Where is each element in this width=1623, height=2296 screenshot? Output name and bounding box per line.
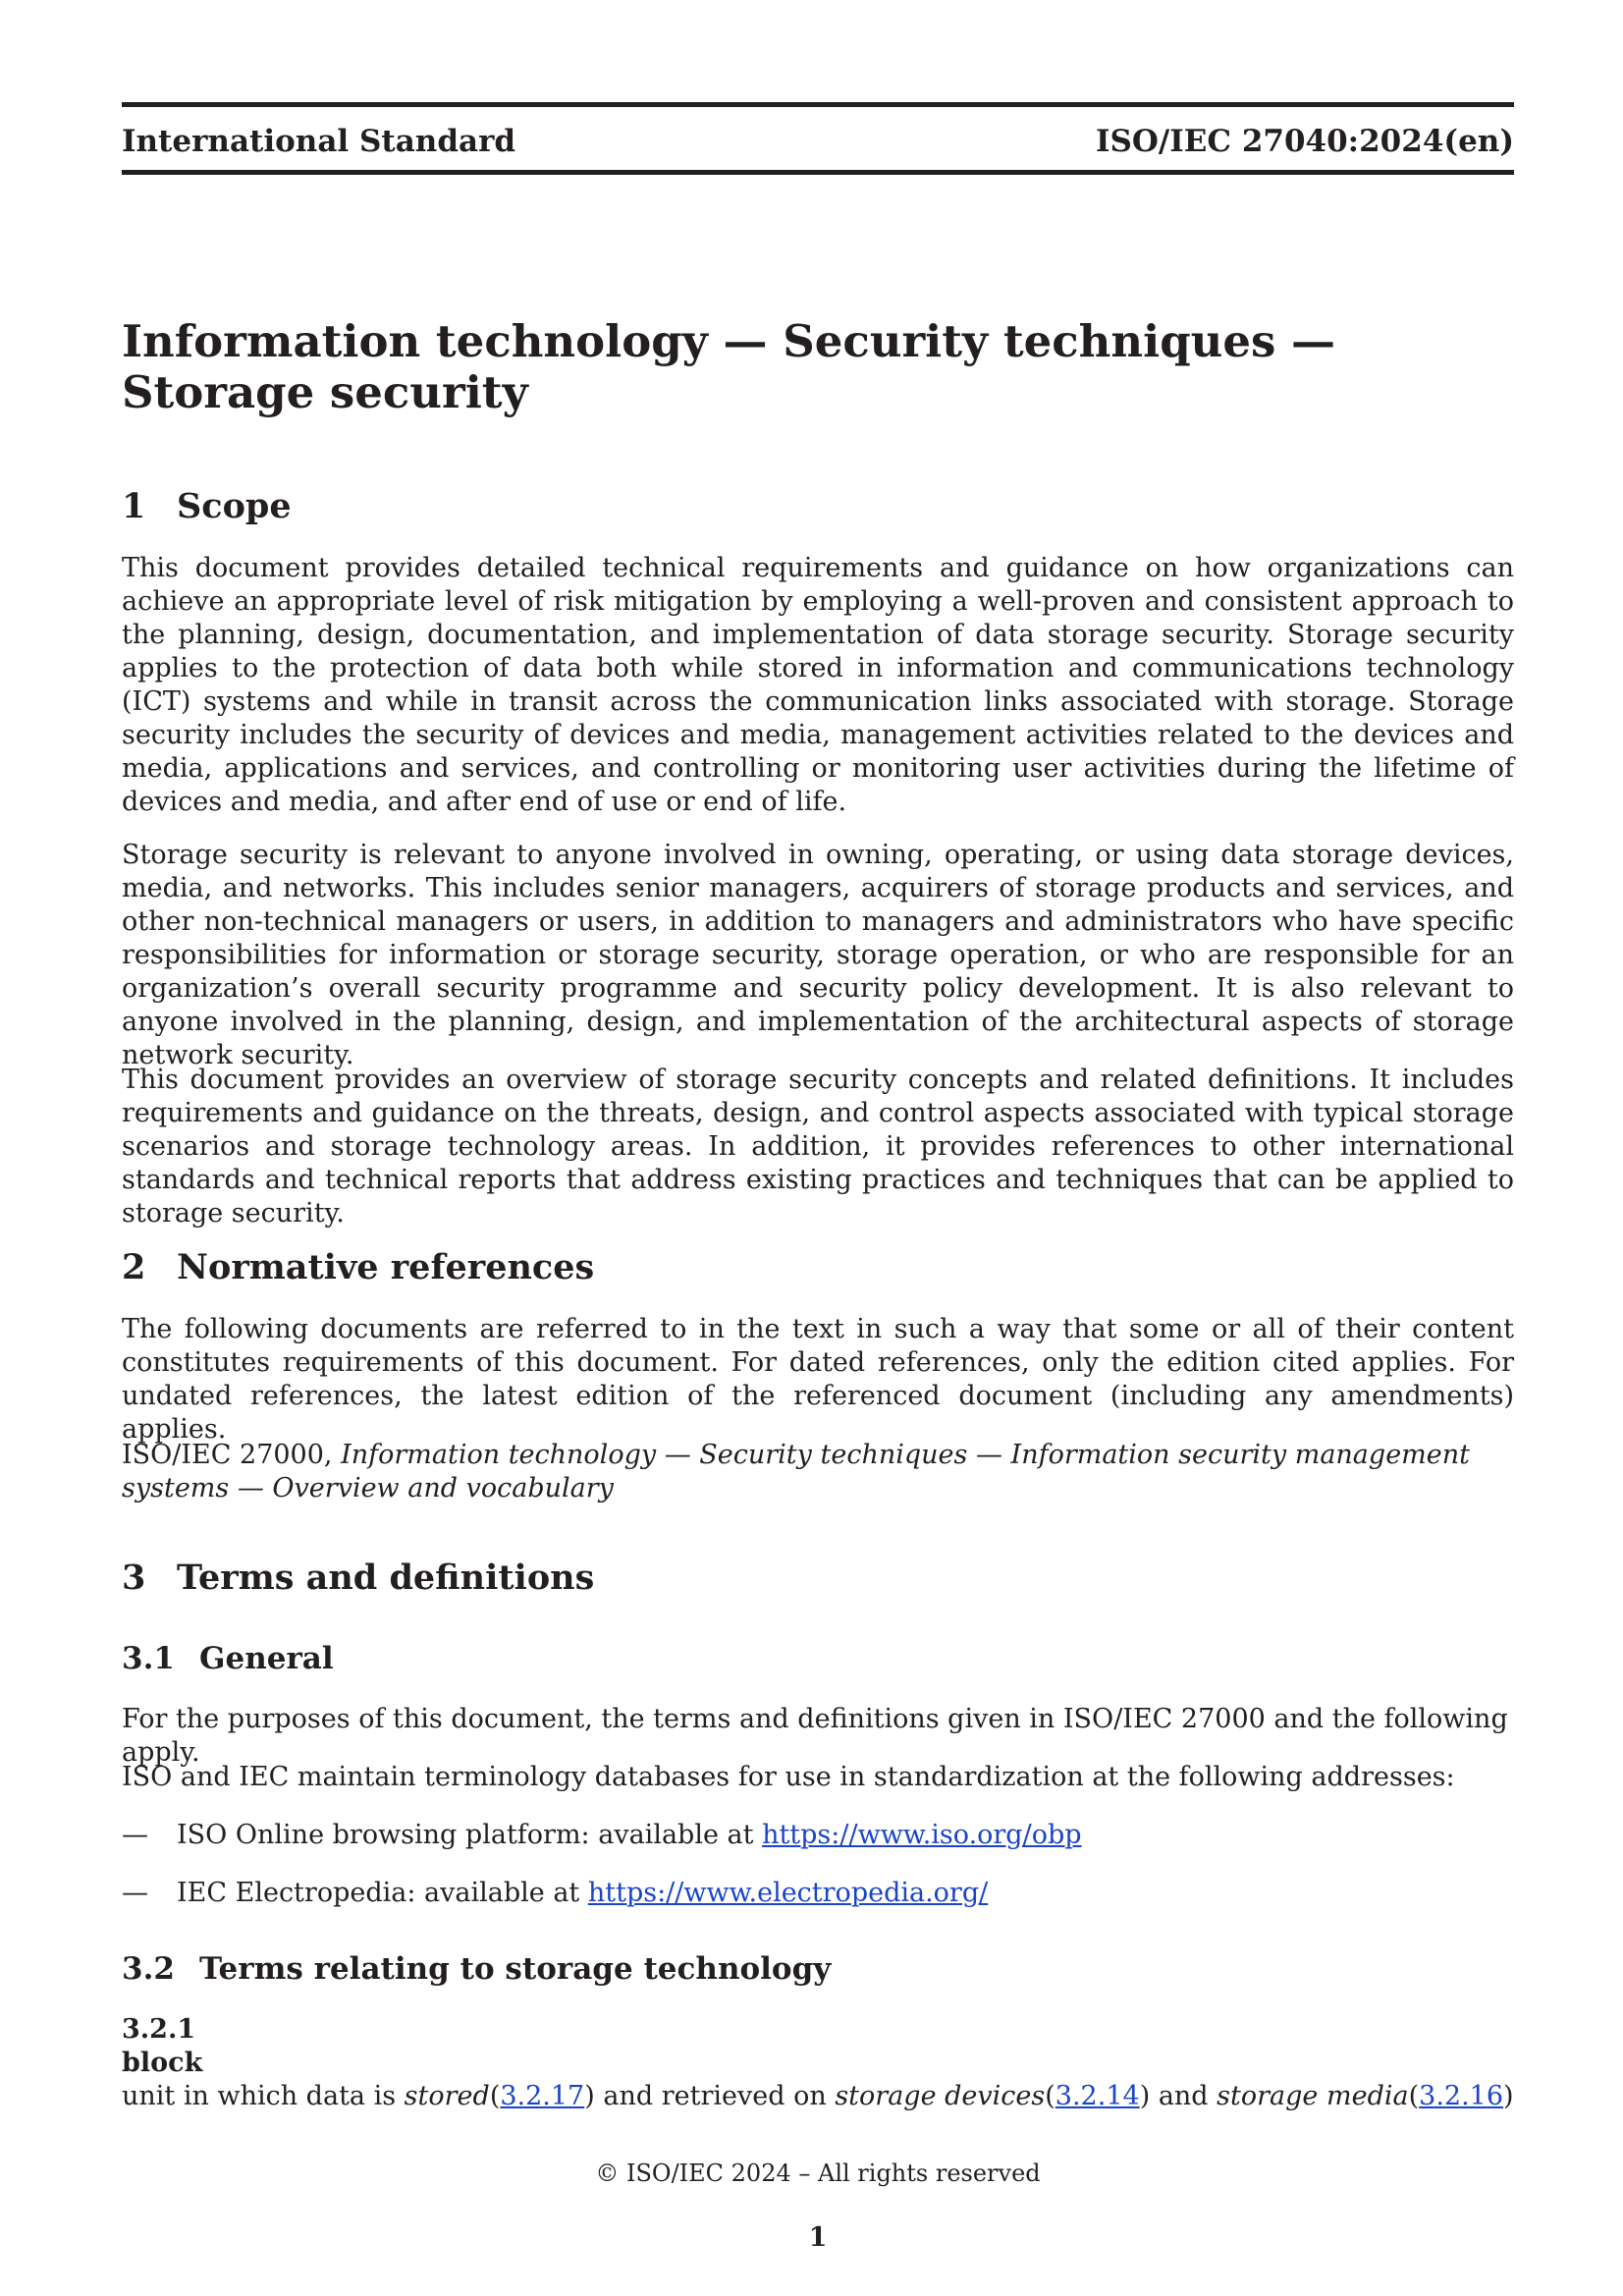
iso-obp-link[interactable]: https://www.iso.org/obp xyxy=(762,1820,1082,1850)
terminology-database-item-iso xyxy=(122,1819,1514,1852)
definition-text: ( xyxy=(1045,2081,1055,2111)
page-number: 1 xyxy=(808,2222,828,2253)
subsection-heading-general xyxy=(122,1639,1514,1678)
general-paragraph-1: For the purposes of this document, the terms and definitions given in ISO/IEC 27000 and the following apply. xyxy=(122,1704,1508,1768)
electropedia-link[interactable]: https://www.electropedia.org/ xyxy=(587,1878,989,1908)
normative-reference-entry xyxy=(122,1439,1514,1505)
definition-term-stored: stored xyxy=(404,2081,490,2111)
list-dash: — xyxy=(122,1820,148,1850)
subsection-title: General xyxy=(199,1641,334,1676)
definition-text: and xyxy=(1150,2081,1217,2111)
term-ref-link-stored[interactable]: 3.2.17 xyxy=(500,2081,585,2111)
scope-paragraph-3-block xyxy=(122,1064,1514,1230)
copyright-notice: © ISO/IEC 2024 – All rights reserved xyxy=(595,2159,1041,2187)
scope-paragraph-1: This document provides detailed technical requirements and guidance on how organizations can achieve an appropriate level of risk mitigation by employing a well-proven and consistent approach to the planning, design, documentation, and implementation of data storage security. Storage security applies to the protection of data both while stored in information and communications technology (ICT) systems and while in transit across the communication links associated with storage. Storage security includes the security of devices and media, management activities related to the devices and media, applications and services, and controlling or monitoring user activities during the lifetime of devices and media, and after end of use or end of life. xyxy=(122,553,1514,817)
reference-code: ISO/IEC 27000, xyxy=(122,1440,342,1470)
normative-reference-entry-block xyxy=(122,1439,1514,1505)
term-name: block xyxy=(122,2048,203,2078)
subsection-general xyxy=(122,1639,1514,1678)
term-ref-link-storage-media[interactable]: 3.2.16 xyxy=(1419,2081,1504,2111)
subsection-title: Terms relating to storage technology xyxy=(199,1951,832,1987)
section-normative-references xyxy=(122,1246,1514,1289)
list-item xyxy=(122,1819,1514,1852)
definition-text: ) xyxy=(584,2081,595,2111)
normative-references-paragraph-block xyxy=(122,1313,1514,1447)
subsection-storage-technology-terms xyxy=(122,1949,1514,1989)
general-paragraph-2: ISO and IEC maintain terminology databases for use in standardization at the following addresses: xyxy=(122,1762,1455,1792)
section-heading-scope xyxy=(122,485,1514,528)
subsection-heading-storage-technology-terms xyxy=(122,1949,1514,1989)
header-bottom-rule xyxy=(122,170,1514,175)
general-paragraph-2-block xyxy=(122,1761,1514,1794)
header-top-rule xyxy=(122,102,1514,107)
definition-text: and retrieved on xyxy=(594,2081,836,2111)
section-number: 3 xyxy=(122,1558,146,1598)
list-item-text: ISO Online browsing platform: available at xyxy=(177,1820,763,1850)
section-terms-and-definitions xyxy=(122,1557,1514,1600)
section-heading-normative-references xyxy=(122,1246,1514,1289)
normative-references-paragraph: The following documents are referred to in the text in such a way that some or all of their content constitutes requirements of this document. For dated references, only the edition cited applies. For undated references, the latest edition of the referenced document (including any amendments) applies. xyxy=(122,1314,1514,1445)
definition-text: ( xyxy=(1408,2081,1420,2111)
section-number: 2 xyxy=(122,1247,146,1287)
definition-text: unit in which data is xyxy=(122,2081,405,2111)
list-dash: — xyxy=(122,1878,148,1908)
list-item-text: IEC Electropedia: available at xyxy=(177,1878,588,1908)
section-heading-terms-and-definitions xyxy=(122,1557,1514,1600)
terminology-database-item-iec xyxy=(122,1877,1514,1910)
definition-term-storage-devices: storage devices xyxy=(835,2081,1046,2111)
document-title: Information technology — Security techniques — Storage security xyxy=(122,315,1336,418)
section-number: 1 xyxy=(122,486,146,526)
subsection-number: 3.1 xyxy=(122,1641,175,1676)
term-definition xyxy=(122,2080,1514,2113)
document-page xyxy=(122,0,1514,2296)
term-number: 3.2.1 xyxy=(122,2014,196,2045)
header-document-type: International Standard xyxy=(122,124,516,159)
scope-paragraph-3: This document provides an overview of storage security concepts and related definitions. It includes requirements and guidance on the threats, design, and control aspects associated with typical storage scenarios and storage technology areas. In addition, it provides references to other international standards and technical reports that address existing practices and techniques that can be applied to storage security. xyxy=(122,1065,1514,1229)
definition-text: ( xyxy=(489,2081,501,2111)
scope-paragraph-2: Storage security is relevant to anyone involved in owning, operating, or using data storage devices, media, and networks. This includes senior managers, acquirers of storage products and services, and other non-technical managers or users, in addition to managers and administrators who have specific responsibilities for information or storage security, storage operation, or who are responsible for an organization’s overall security programme and security policy development. It is also relevant to anyone involved in the planning, design, and implementation of the architectural aspects of storage network security. xyxy=(122,840,1514,1070)
subsection-number: 3.2 xyxy=(122,1951,175,1987)
reference-title: Information technology — Security techniques — Information security management systems — Overview and vocabulary xyxy=(122,1440,1470,1503)
definition-term-storage-media: storage media xyxy=(1217,2081,1409,2111)
section-title: Scope xyxy=(177,486,292,526)
term-ref-link-storage-devices[interactable]: 3.2.14 xyxy=(1055,2081,1140,2111)
term-entry-block xyxy=(122,2013,1514,2113)
header-document-id: ISO/IEC 27040:2024(en) xyxy=(1096,124,1514,159)
list-item xyxy=(122,1877,1514,1910)
section-title: Normative references xyxy=(177,1247,595,1287)
general-paragraph-1-block xyxy=(122,1703,1514,1770)
scope-paragraph-2-block xyxy=(122,839,1514,1072)
definition-text: ) xyxy=(1503,2081,1514,2111)
section-scope xyxy=(122,485,1514,528)
definition-text: ) xyxy=(1139,2081,1151,2111)
section-title: Terms and definitions xyxy=(177,1558,595,1598)
scope-paragraph-1-block xyxy=(122,552,1514,819)
